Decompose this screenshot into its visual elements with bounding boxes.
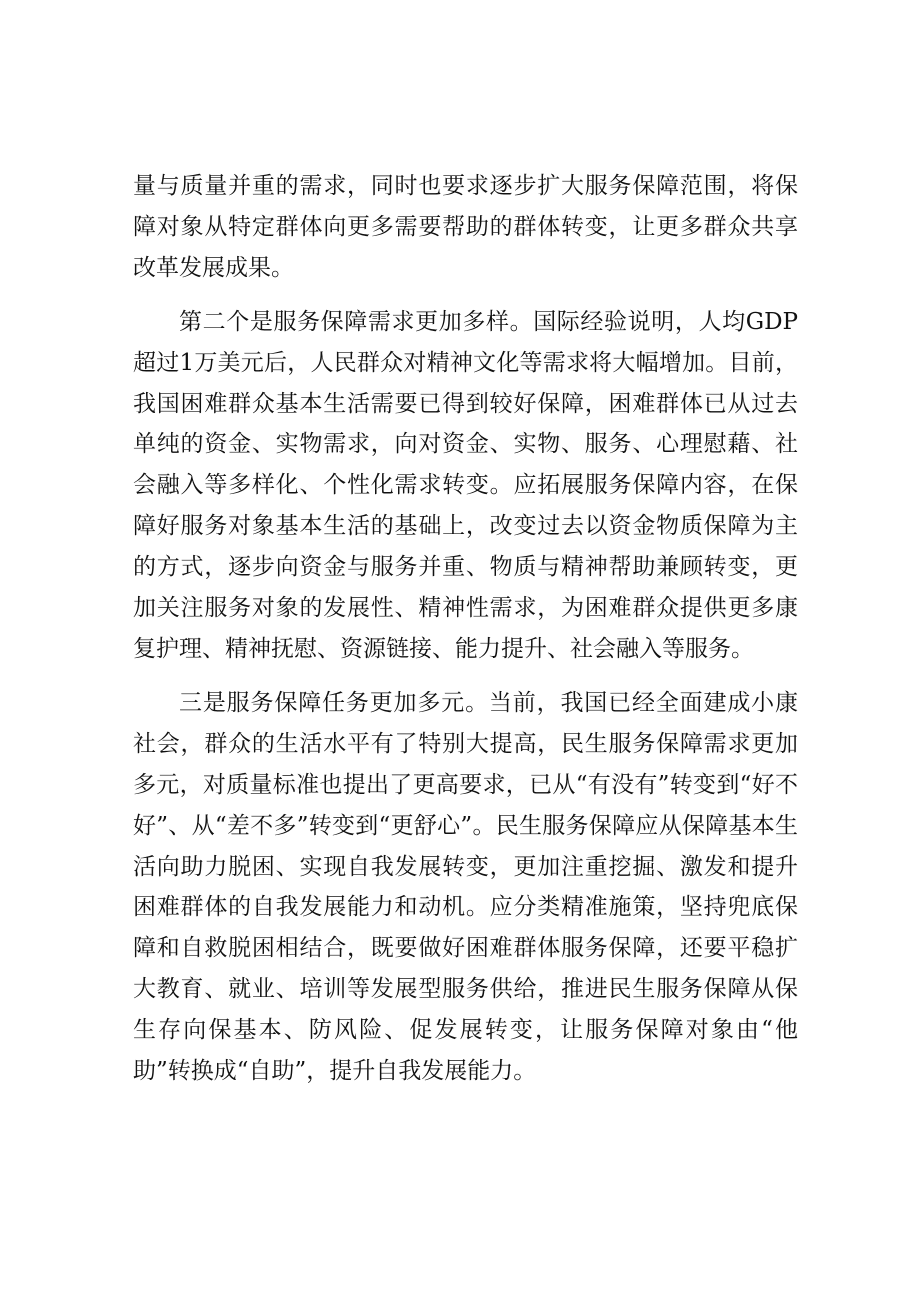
paragraph-second-point: 第二个是服务保障需求更加多样。国际经验说明，人均GDP超过1万美元后，人民群众对精神文化等需求将大幅增加。目前，我国困难群众基本生活需要已得到较好保障，困难群体已从过去单纯的资金、实物需求，向对资金、实物、服务、心理慰藉、社会融入等多样化、个性化需求转变。应拓展服务保障内容，在保障好服务对象基本生活的基础上，改变过去以资金物质保障为主的方式，逐步向资金与服务并重、物质与精神帮助兼顾转变，更加关注服务对象的发展性、精神性需求，为困难群众提供更多康复护理、精神抚慰、资源链接、能力提升、社会融入等服务。 [133, 308, 798, 662]
document-body [133, 166, 798, 1105]
paragraph-continuation: 量与质量并重的需求，同时也要求逐步扩大服务保障范围，将保障对象从特定群体向更多需要帮助的群体转变，让更多群众共享改革发展成果。 [133, 173, 798, 281]
paragraph-third-point: 三是服务保障任务更加多元。当前，我国已经全面建成小康社会，群众的生活水平有了特别大提高，民生服务保障需求更加多元，对质量标准也提出了更高要求，已从“有没有”转变到“好不好”、从“差不多”转变到“更舒心”。民生服务保障应从保障基本生活向助力脱困、实现自我发展转变，更加注重挖掘、激发和提升困难群体的自我发展能力和动机。应分类精准施策，坚持兜底保障和自救脱困相结合，既要做好困难群体服务保障，还要平稳扩大教育、就业、培训等发展型服务供给，推进民生服务保障从保生存向保基本、防风险、促发展转变，让服务保障对象由“他助”转换成“自助”，提升自我发展能力。 [133, 689, 798, 1085]
